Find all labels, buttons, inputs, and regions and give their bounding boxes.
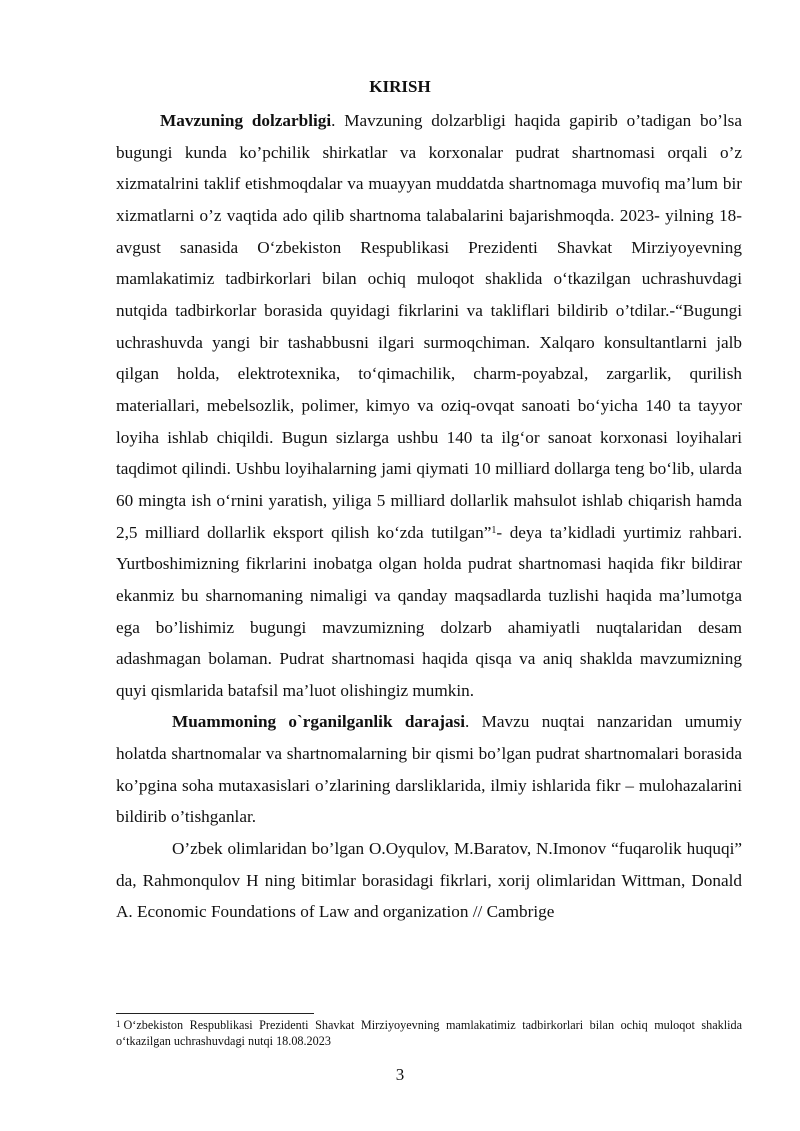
paragraph-study-level — [116, 706, 742, 833]
relevance-text-a: . Mavzuning dolzarbligi haqida gapirib o’tadigan bo’lsa bugungi kunda ko’pchilik shirkatlar va korxonalar pudrat shartnomasi orqali o’z xizmatalrini taklif etishmoqdalar va muayyan muddatda shartnomaga muvofiq ma’lum bir xizmatlarni o’z vaqtida ado qilib shartnoma talabalarini bajarishmoqda. 2023- yilning 18-avgust sanasida O‘zbekiston Respublikasi Prezidenti Shavkat Mirziyoyevning mamlakatimiz tadbirkorlari bilan ochiq muloqot shaklida o‘tkazilgan uchrashuvdagi nutqida tadbirkorlar borasida quyidagi fikrlarini va takliflari bildirib o’tdilar.-“Bugungi uchrashuvda yangi bir tashabbusni ilgari surmoqchiman. Xalqaro konsultantlarni jalb qilgan holda, elektrotexnika, to‘qimachilik, charm-poyabzal, zargarlik, qurilish materiallari, mebelsozlik, polimer, kimyo va oziq-ovqat sanoati bo‘yicha 140 ta tayyor loyiha ishlab chiqildi. Bugun sizlarga ushbu 140 ta ilg‘or sanoat korxonasi loyihalari taqdimot qilindi. Ushbu loyihalarning jami qiymati 10 milliard dollarga teng bo‘lib, ularda 60 mingta ish o‘rnini yaratish, yiliga 5 milliard dollarlik mahsulot ishlab chiqarish hamda 2,5 milliard dollarlik eksport qilish ko‘zda tutilgan” — [116, 111, 743, 542]
page-number: 3 — [395, 1065, 405, 1084]
study-level-lead: Muammoning o`rganilganlik darajasi — [172, 712, 466, 732]
footnote — [116, 1018, 742, 1049]
footnote-separator — [116, 1013, 314, 1014]
footnote-number: 1 — [116, 1019, 121, 1029]
body-text — [116, 105, 742, 928]
scholars-text: O’zbek olimlaridan bo’lgan O.Oyqulov, M.Baratov, N.Imonov “fuqarolik huquqi” da, Rahmonqulov H ning bitimlar borasidagi fikrlari, xorij olimlaridan Wittman, Donald A. Economic Foundations of Law and organization // Cambrige — [116, 839, 742, 922]
footnote-reference[interactable]: 1 — [491, 524, 497, 536]
study-level-text: . Mavzu nuqtai nanzaridan umumiy holatda shartnomalar va shartnomalarning bir qismi bo’lgan pudrat shartnomalari borasida ko’pgina soha mutaxasislari o’zlarining darsliklarida, ilmiy ishlarida fikr – mulohazalarini bildirib o’tishganlar. — [116, 712, 742, 827]
relevance-text-b: - deya ta’kidladi yurtimiz rahbari. Yurtboshimizning fikrlarini inobatga olgan holda pudrat shartnomasi haqida fikr bildirar ekanmiz bu sharnomaning nimaligi va qanday maqsadlarda tuzlishi haqida ma’lumotga ega bo’lishimiz bugungi mavzumizning dolzarb ahamiyatli nuqtalaridan desam adashmagan bolaman. Pudrat shartnomasi haqida qisqa va aniq shaklda mavzumizning quyi qismlarida batafsil ma’luot olishingiz mumkin. — [116, 522, 742, 700]
paragraph-relevance — [116, 105, 742, 706]
relevance-lead: Mavzuning dolzarbligi — [160, 111, 332, 130]
paragraph-scholars — [116, 833, 742, 928]
section-heading: KIRISH — [369, 77, 431, 96]
footnote-text: O‘zbekiston Respublikasi Prezidenti Shavkat Mirziyoyevning mamlakatimiz tadbirkorlari bilan ochiq muloqot shaklida o‘tkazilgan uchrashuvdagi nutqi 18.08.2023 — [116, 1018, 742, 1048]
